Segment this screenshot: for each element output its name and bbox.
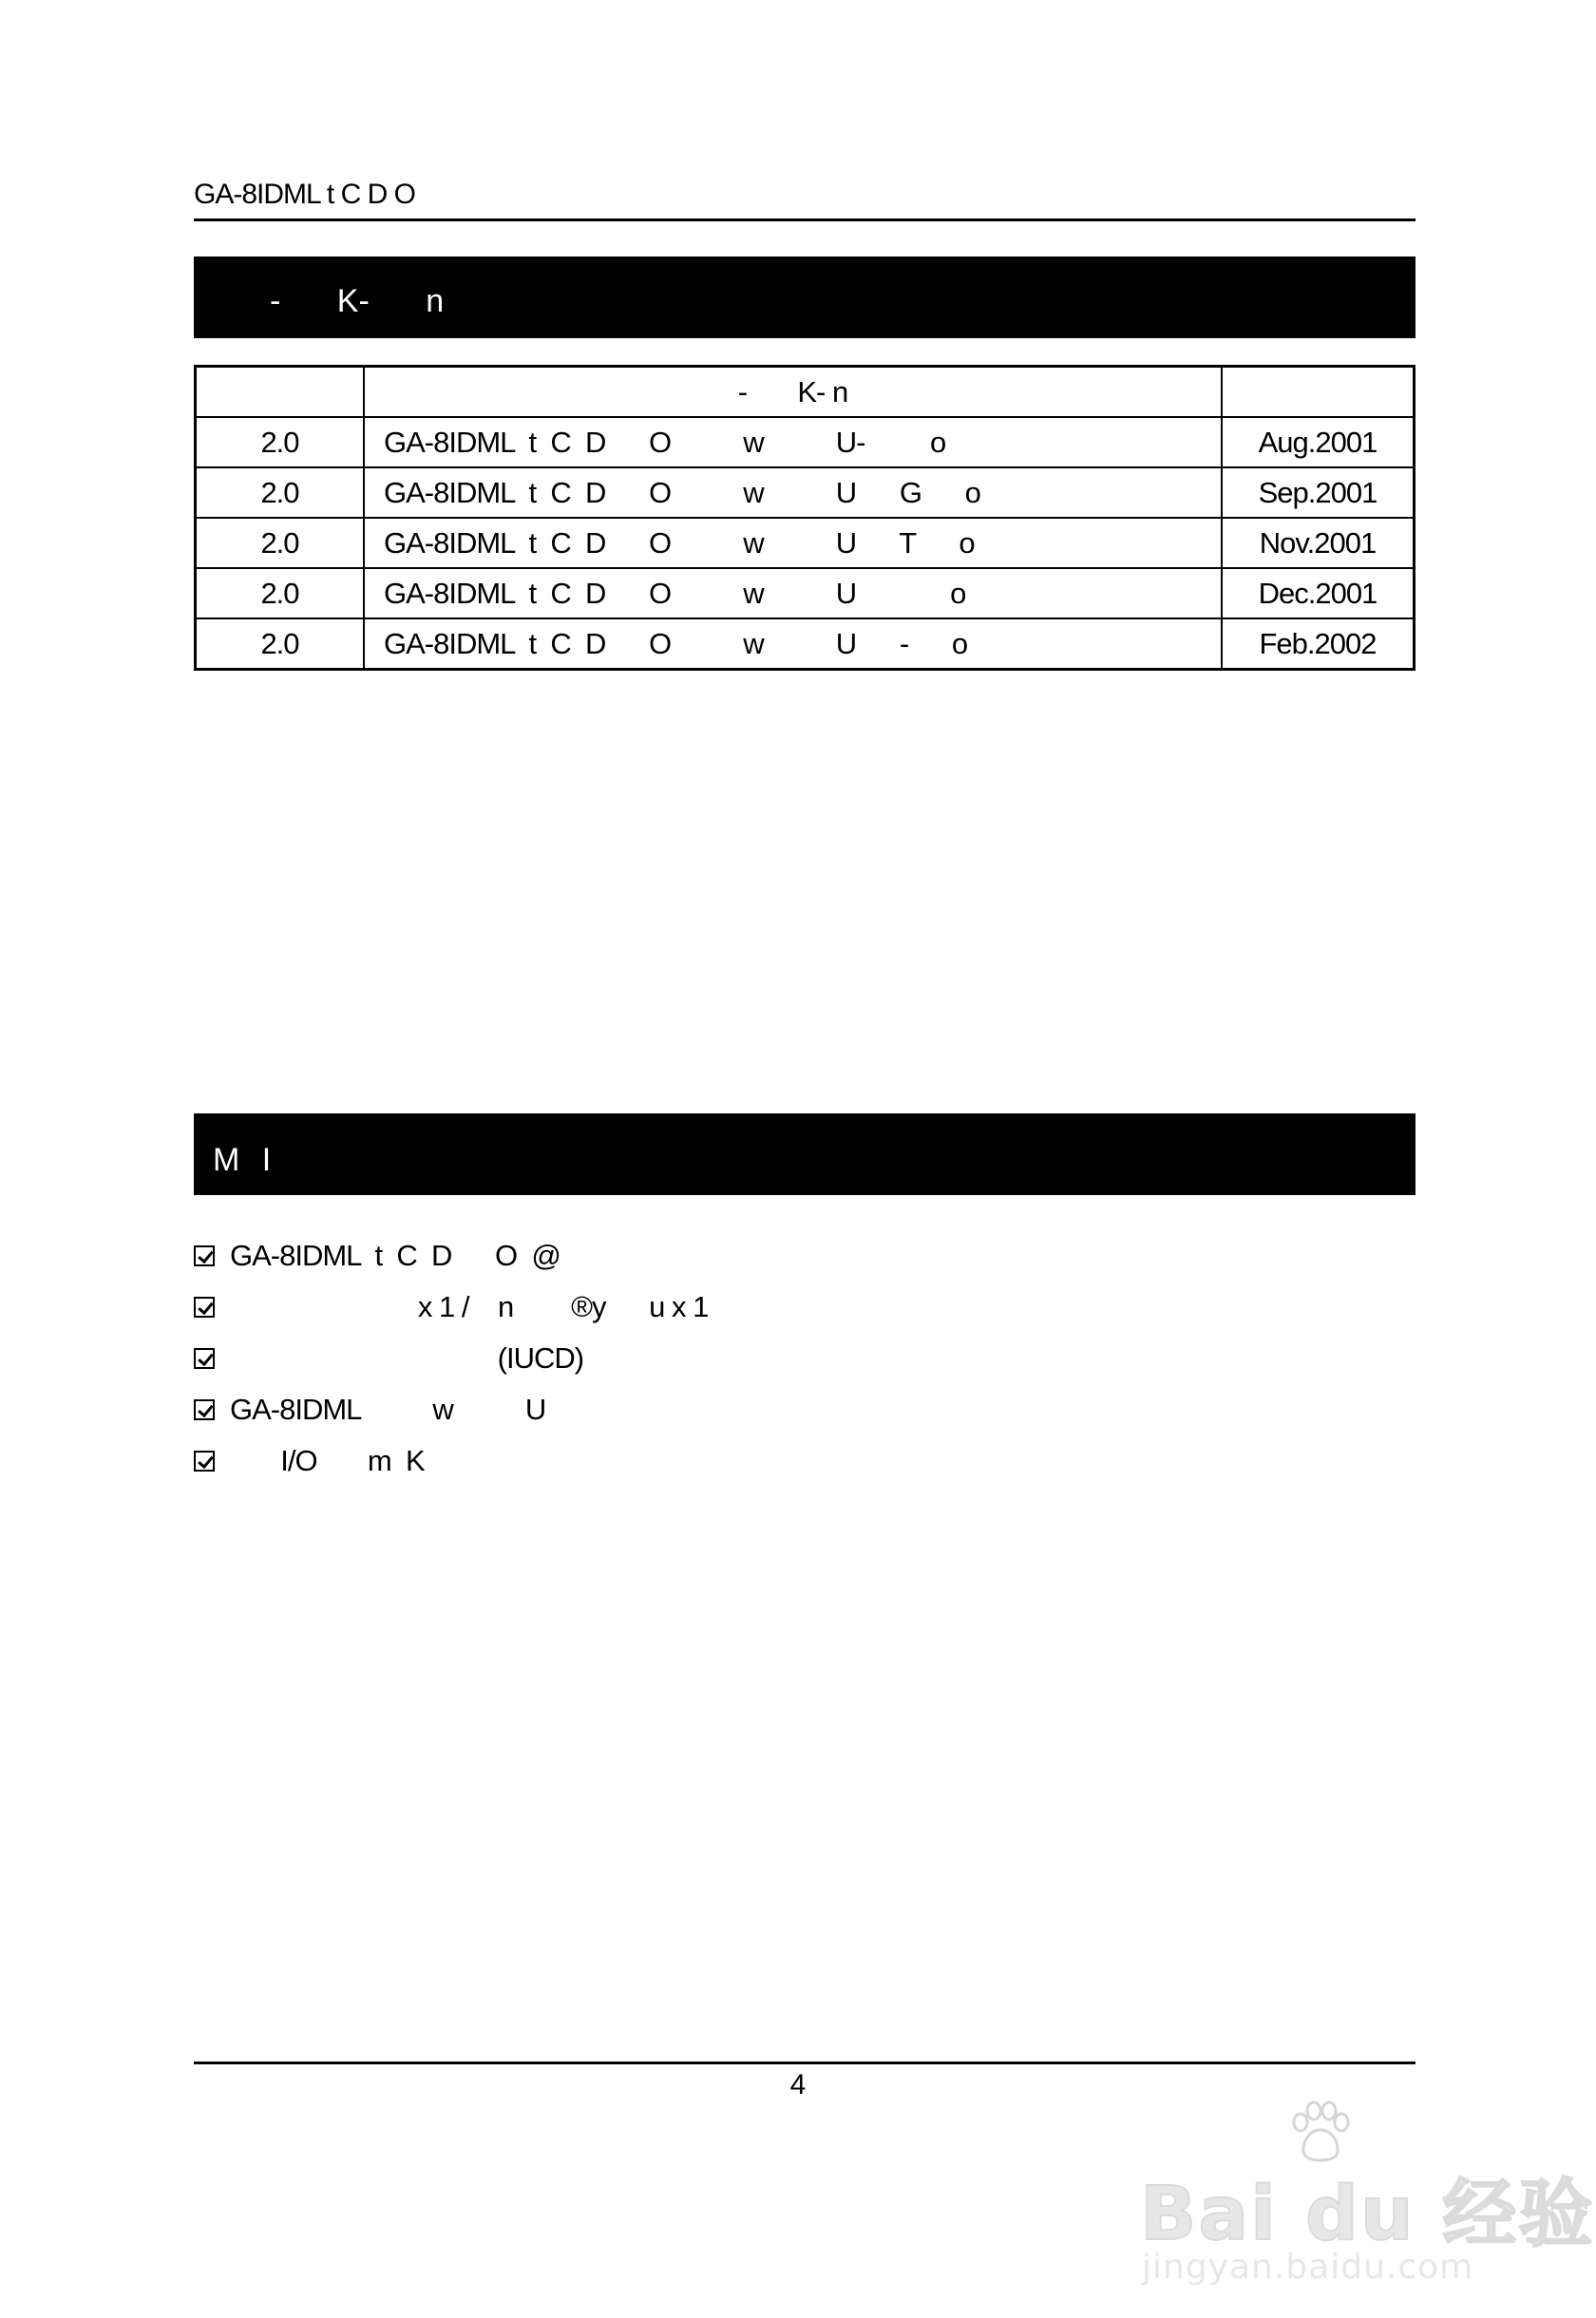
checklist-item bbox=[194, 1389, 545, 1431]
watermark-url: jingyan.baidu.com bbox=[1142, 2248, 1474, 2287]
checkbox-checked-icon bbox=[194, 1348, 215, 1369]
version-cell: 2.0 bbox=[196, 518, 365, 568]
checklist-item bbox=[194, 1235, 560, 1277]
version-cell: 2.0 bbox=[196, 568, 365, 618]
table-header-row bbox=[196, 367, 1415, 418]
checklist-heading: M I bbox=[194, 1113, 1416, 1195]
header-description-cell: - K- n bbox=[364, 367, 1222, 418]
description-cell: GA-8IDML t C D O w U - o bbox=[364, 618, 1222, 670]
header-rule bbox=[194, 218, 1416, 221]
description-cell: GA-8IDML t C D O w U G o bbox=[364, 467, 1222, 518]
running-header: GA-8IDML t C D O bbox=[194, 179, 415, 210]
description-cell: GA-8IDML t C D O w U T o bbox=[364, 518, 1222, 568]
table-row bbox=[196, 568, 1415, 618]
checkbox-checked-icon bbox=[194, 1297, 215, 1318]
description-cell: GA-8IDML t C D O w U o bbox=[364, 568, 1222, 618]
date-cell: Dec.2001 bbox=[1222, 568, 1415, 618]
table-row bbox=[196, 467, 1415, 518]
baidu-jingyan-watermark bbox=[1140, 2100, 1595, 2290]
revision-history-heading: - K- n bbox=[194, 256, 1416, 338]
header-date-cell bbox=[1222, 367, 1415, 418]
checklist-item-label: (IUCD) bbox=[230, 1341, 584, 1375]
checklist-item bbox=[194, 1286, 708, 1328]
version-cell: 2.0 bbox=[196, 618, 365, 670]
table-row bbox=[196, 618, 1415, 670]
date-cell: Nov.2001 bbox=[1222, 518, 1415, 568]
page-number: 4 bbox=[789, 2069, 807, 2100]
checklist-item-label: x 1 / n ®y u x 1 bbox=[230, 1290, 709, 1323]
table-row bbox=[196, 518, 1415, 568]
date-cell: Feb.2002 bbox=[1222, 618, 1415, 670]
checklist-item bbox=[194, 1338, 583, 1379]
checklist-item-label: GA-8IDML t C D O @ bbox=[230, 1239, 560, 1272]
checkbox-checked-icon bbox=[194, 1451, 215, 1472]
table-row bbox=[196, 417, 1415, 467]
checklist-item bbox=[194, 1440, 425, 1482]
description-cell: GA-8IDML t C D O w U- o bbox=[364, 417, 1222, 467]
watermark-brand: Bai du 经验 bbox=[1140, 2172, 1595, 2257]
version-cell: 2.0 bbox=[196, 417, 365, 467]
checklist-item-label: GA-8IDML w U bbox=[230, 1393, 546, 1426]
footer-rule bbox=[194, 2062, 1416, 2064]
checklist-item-label: I/O m K bbox=[230, 1444, 425, 1477]
checkbox-checked-icon bbox=[194, 1399, 215, 1420]
version-cell: 2.0 bbox=[196, 467, 365, 518]
date-cell: Aug.2001 bbox=[1222, 417, 1415, 467]
checkbox-checked-icon bbox=[194, 1245, 215, 1266]
date-cell: Sep.2001 bbox=[1222, 467, 1415, 518]
header-version-cell bbox=[196, 367, 365, 418]
revision-table bbox=[194, 365, 1416, 671]
